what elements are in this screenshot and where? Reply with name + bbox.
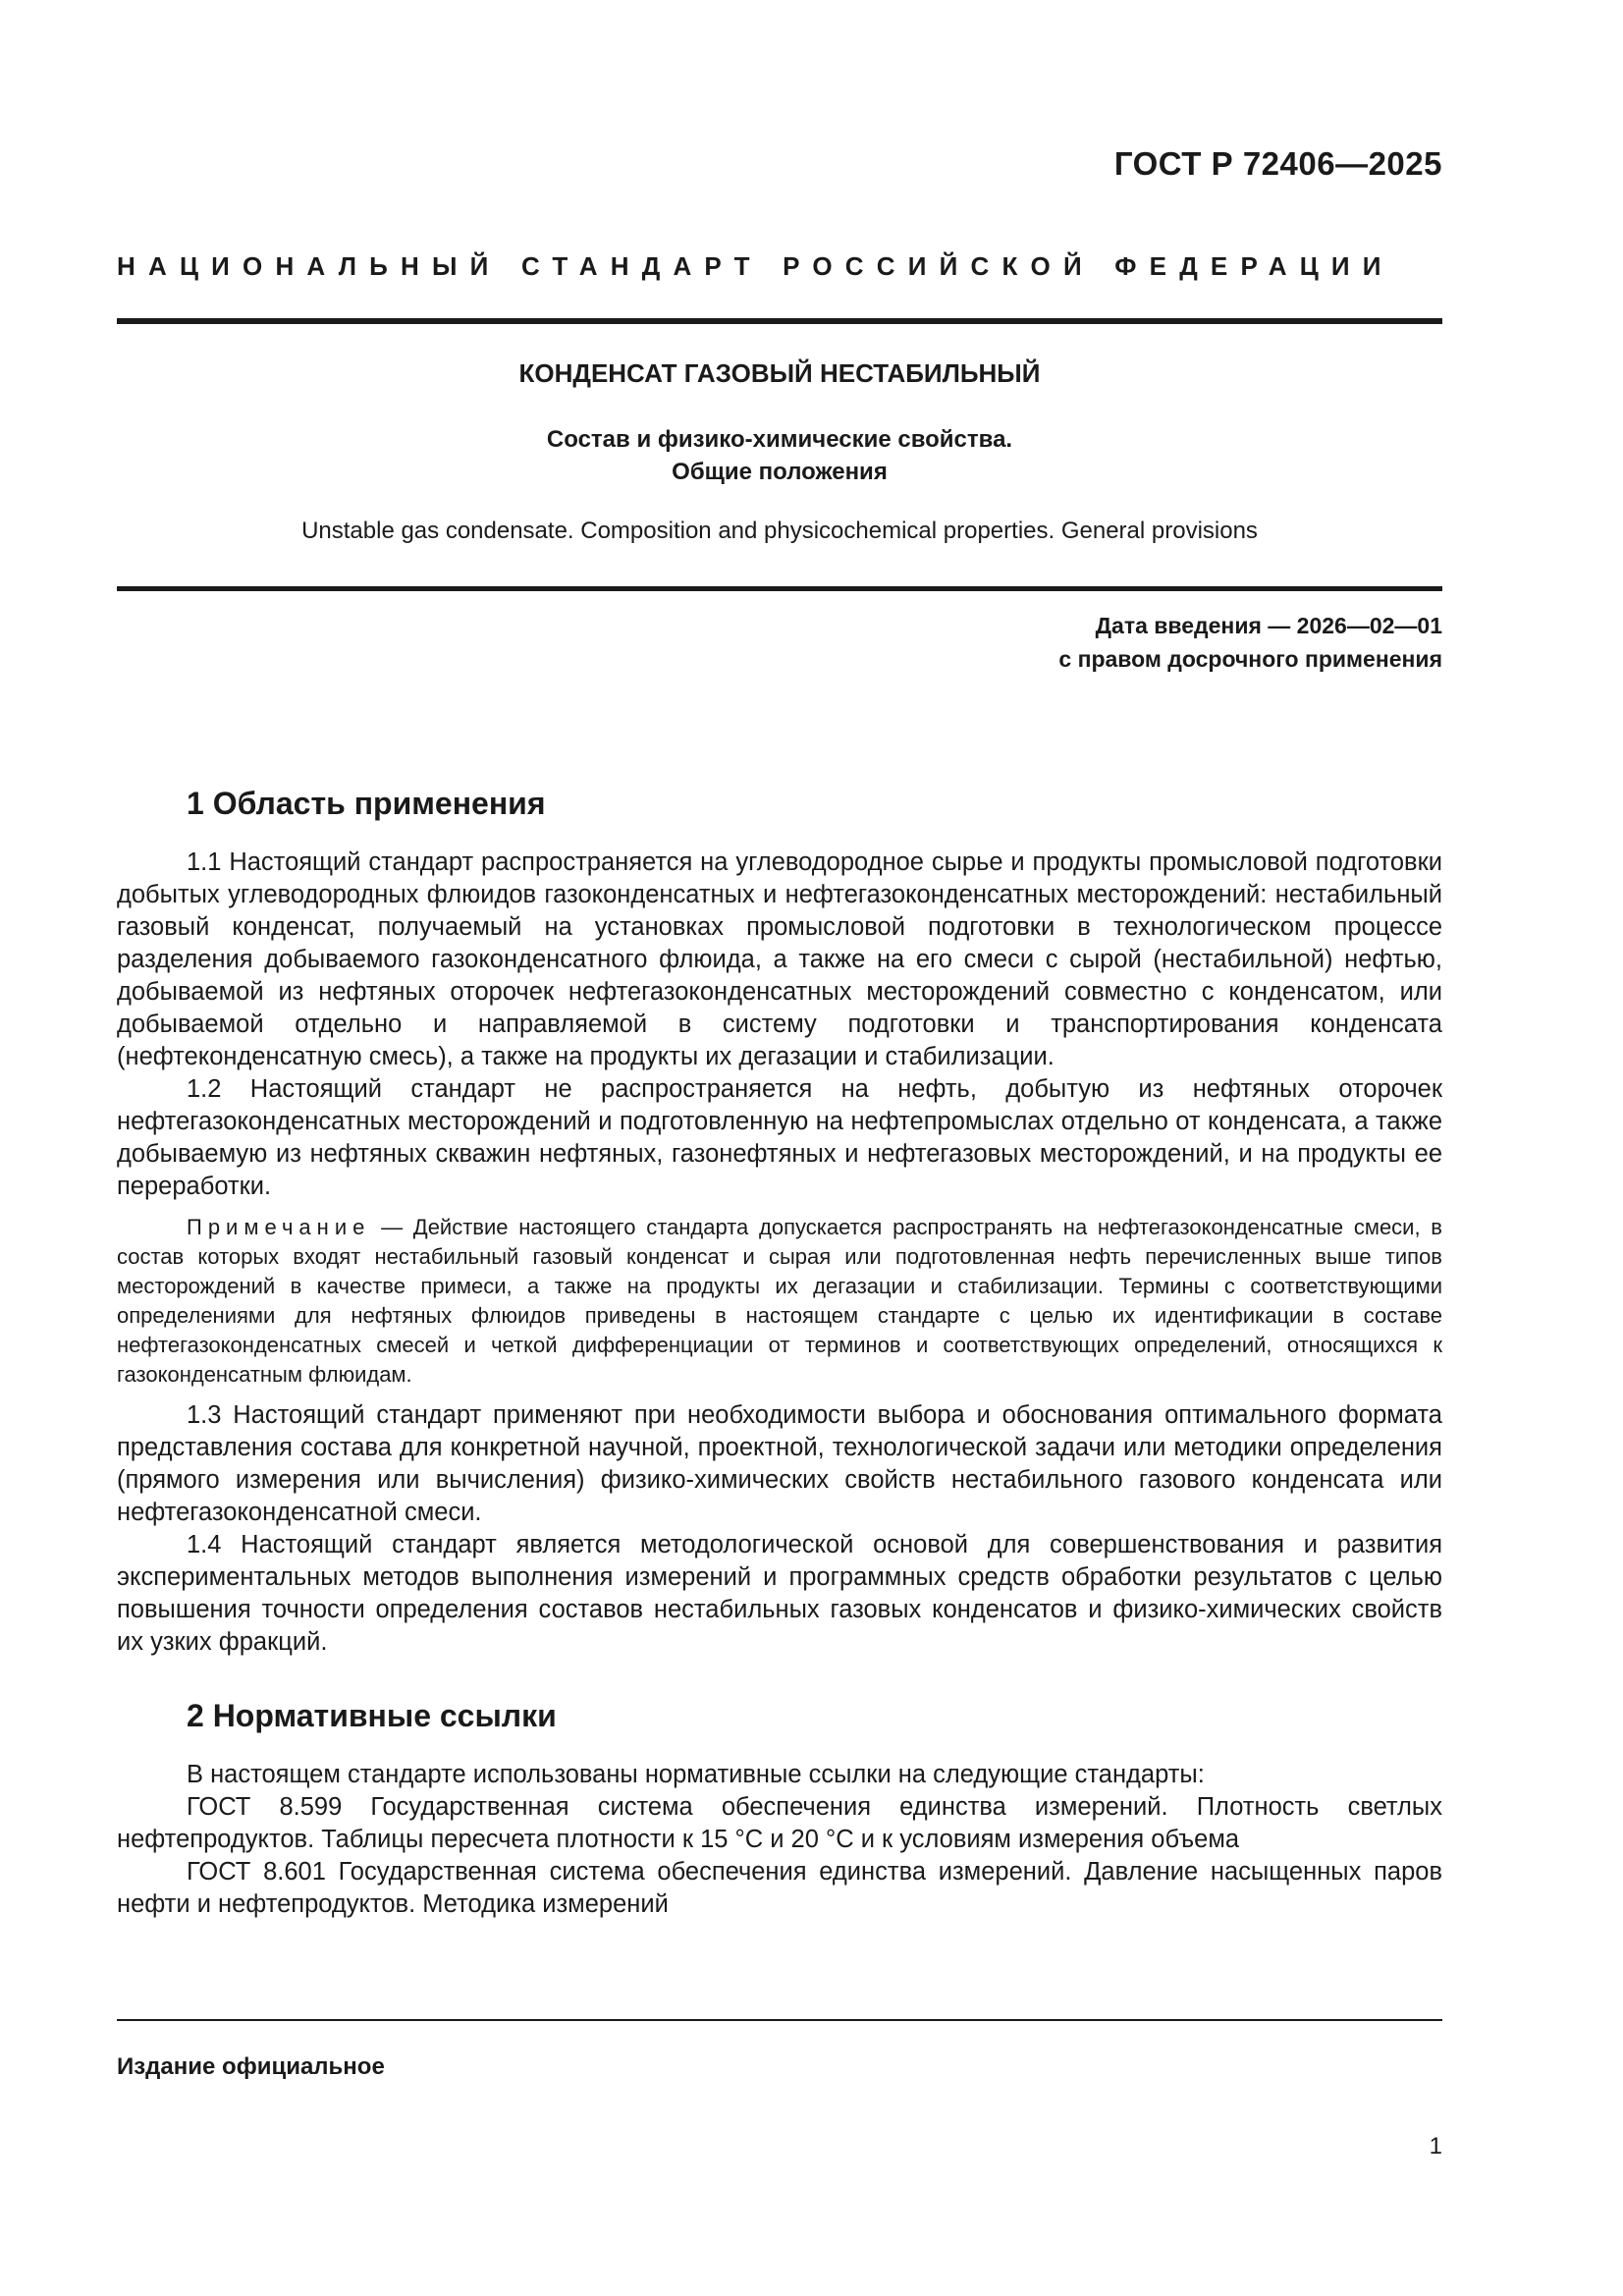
clause-1-2: 1.2 Настоящий стандарт не распространяется на нефть, добытую из нефтяных оторочек нефтегазоконденсатных месторождений и подготовленную на нефтепромыслах отдельно от конденсата, а также добываемую из нефтяных скважин нефтяных, газонефтяных и нефтегазовых месторождений, и на продукты ее переработки. (117, 1075, 1442, 1200)
footer-divider (117, 2019, 1442, 2021)
section-2-heading: 2 Нормативные ссылки (187, 1698, 557, 1733)
introduction-date-line: Дата введения — 2026—02—01 (1095, 613, 1442, 638)
references-intro: В настоящем стандарте использованы нормативные ссылки на следующие стандарты: (187, 1761, 1205, 1788)
clause-1-1: 1.1 Настоящий стандарт распространяется на углеводородное сырье и продукты промысловой подготовки добытых углеводородных флюидов газоконденсатных и нефтегазоконденсатных месторождений: нестабильный газовый конденсат, получаемый на установках промысловой подготовки в технологическом процессе разделения добываемого газоконденсатного флюида, а также на его смеси с сырой (нестабильной) нефтью, добываемой из нефтяных оторочек нефтегазоконденсатных месторождений совместно с конденсатом, или добываемой отдельно и направляемой в систему подготовки и транспортирования конденсата (нефтеконденсатную смесь), а также на продукты их дегазации и стабилизации. (117, 848, 1442, 1070)
early-use-line: с правом досрочного применения (1058, 646, 1442, 672)
national-standard-title: НАЦИОНАЛЬНЫЙ СТАНДАРТ РОССИЙСКОЙ ФЕДЕРАЦИИ (117, 251, 1394, 281)
official-edition-label: Издание официальное (117, 2053, 385, 2080)
clause-1-4: 1.4 Настоящий стандарт является методологической основой для совершенствования и развития экспериментальных методов выполнения измерений и программных средств обработки результатов с целью повышения точности определения составов нестабильных газовых конденсатов и физико-химических свойств их узких фракций. (117, 1531, 1442, 1656)
introduction-date (1058, 609, 1442, 676)
note-paragraph (117, 1213, 1442, 1390)
section-1-heading: 1 Область применения (187, 786, 546, 821)
note-text: — Действие настоящего стандарта допускается распространять на нефтегазоконденсатные смеси, в состав которых входят нестабильный газовый конденсат и сырая или подготовленная нефть перечисленных выше типов месторождений в качестве примеси, а также на продукты их дегазации и стабилизации. Термины с соответствующими определениями для нефтяных флюидов приведены в настоящем стандарте с целью их идентификации в составе нефтегазоконденсатных смесей и четкой дифференциации от терминов и соответствующих определений, относящихся к газоконденсатным флюидам. (117, 1215, 1442, 1387)
english-title: Unstable gas condensate. Composition and physicochemical properties. General provisions (301, 518, 1258, 544)
standard-number: ГОСТ Р 72406—2025 (1113, 145, 1442, 182)
document-title: КОНДЕНСАТ ГАЗОВЫЙ НЕСТАБИЛЬНЫЙ (518, 358, 1041, 388)
note-label: Примечание (187, 1215, 371, 1239)
clause-1-3: 1.3 Настоящий стандарт применяют при необходимости выбора и обоснования оптимального формата представления состава для конкретной научной, проектной, технологической задачи или методики определения (прямого измерения или вычисления) физико-химических свойств нестабильного газового конденсата или нефтегазоконденсатной смеси. (117, 1401, 1442, 1526)
reference-gost-8-601: ГОСТ 8.601 Государственная система обеспечения единства измерений. Давление насыщенных паров нефти и нефтепродуктов. Методика измерений (117, 1858, 1442, 1918)
document-subtitle (117, 423, 1442, 488)
document-body (117, 786, 1442, 1921)
title-divider (117, 586, 1442, 591)
subtitle-line-1: Состав и физико-химические свойства. (546, 426, 1013, 453)
top-divider (117, 318, 1442, 324)
document-page (117, 0, 1442, 2296)
subtitle-line-2: Общие положения (672, 459, 888, 485)
page-number: 1 (1429, 2133, 1442, 2159)
reference-gost-8-599: ГОСТ 8.599 Государственная система обеспечения единства измерений. Плотность светлых нефтепродуктов. Таблицы пересчета плотности к 15 °С и 20 °С и к условиям измерения объема (117, 1793, 1442, 1853)
